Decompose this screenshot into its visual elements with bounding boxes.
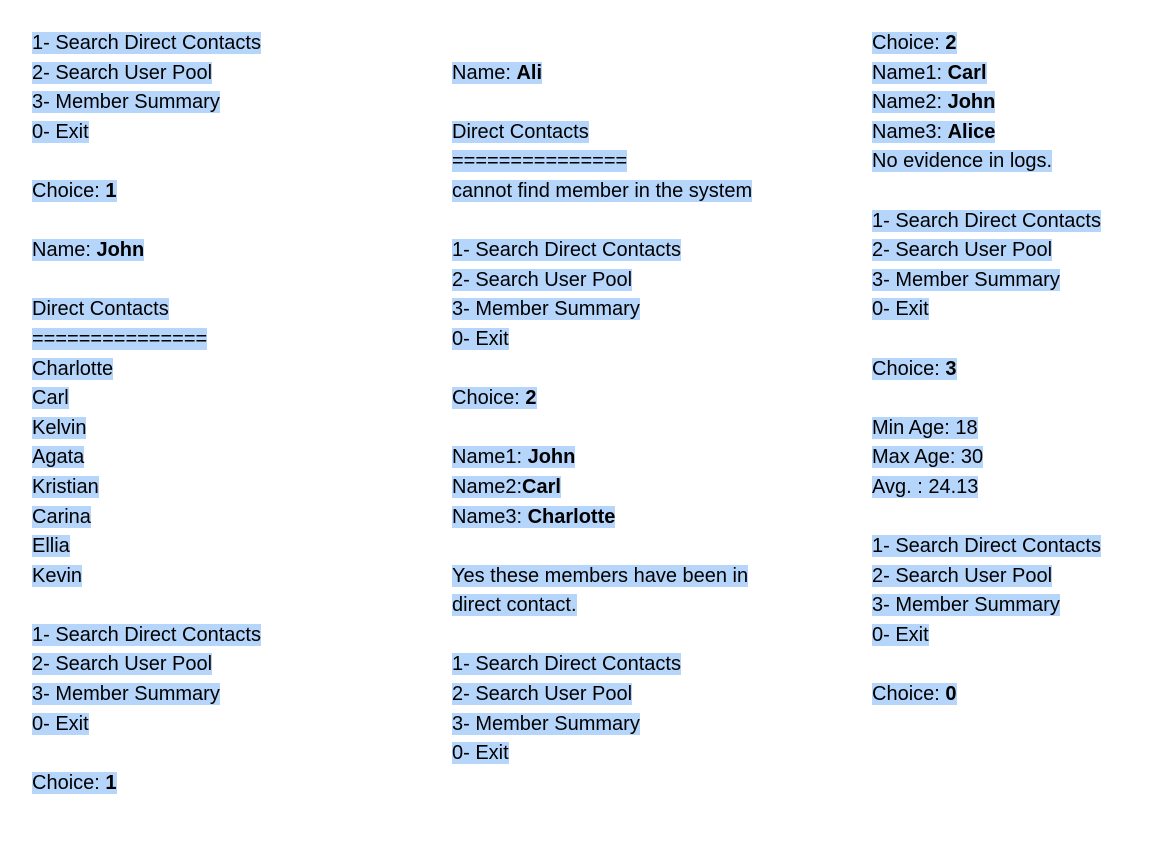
field-value: John	[527, 446, 576, 469]
text-line	[32, 384, 432, 414]
highlighted-text: 3- Member Summary	[32, 683, 220, 706]
column-left	[32, 29, 432, 798]
text-line	[452, 266, 852, 296]
highlighted-text: 3- Member Summary	[872, 268, 1060, 291]
text-line	[452, 443, 852, 473]
blank-line	[32, 147, 432, 177]
highlighted-text: Yes these members have been in	[452, 564, 749, 587]
highlighted-text: Agata	[32, 446, 85, 469]
highlighted-text	[872, 683, 957, 705]
field-value: 2	[945, 32, 957, 54]
text-line	[452, 650, 852, 680]
text-line	[32, 325, 432, 355]
highlighted-text	[452, 476, 561, 498]
text-line	[872, 236, 1152, 266]
text-line	[872, 473, 1152, 503]
text-line	[872, 562, 1152, 592]
text-line	[872, 680, 1152, 710]
highlighted-text: 3- Member Summary	[452, 298, 640, 321]
text-line	[452, 177, 852, 207]
highlighted-text: 1- Search Direct Contacts	[32, 623, 261, 646]
text-line	[872, 118, 1152, 148]
highlighted-text	[872, 358, 957, 380]
highlighted-text: Kevin	[32, 564, 83, 587]
highlighted-text: Kristian	[32, 475, 99, 498]
field-label: Choice:	[872, 32, 946, 54]
highlighted-text: Kelvin	[32, 416, 87, 439]
highlighted-text: 1- Search Direct Contacts	[452, 653, 681, 676]
highlighted-text	[32, 239, 144, 261]
highlighted-text: Avg. : 24.13	[872, 475, 979, 498]
field-label: Choice:	[872, 357, 946, 380]
blank-line	[452, 29, 852, 59]
text-line	[32, 710, 432, 740]
text-line	[872, 207, 1152, 237]
highlighted-text: 2- Search User Pool	[452, 268, 633, 291]
highlighted-text: Direct Contacts	[32, 298, 169, 321]
text-line	[872, 532, 1152, 562]
highlighted-text: 2- Search User Pool	[32, 653, 213, 676]
highlighted-text	[872, 62, 987, 84]
text-line	[452, 473, 852, 503]
text-line	[872, 88, 1152, 118]
field-label: Name1:	[452, 446, 528, 469]
blank-line	[32, 207, 432, 237]
text-line	[452, 503, 852, 533]
text-line	[872, 266, 1152, 296]
highlighted-text: cannot find member in the system	[452, 179, 753, 202]
text-line	[452, 118, 852, 148]
text-line	[32, 621, 432, 651]
text-line	[452, 147, 852, 177]
highlighted-text: Direct Contacts	[452, 120, 589, 143]
blank-line	[872, 177, 1152, 207]
highlighted-text	[452, 387, 537, 409]
text-line	[452, 710, 852, 740]
highlighted-text: 1- Search Direct Contacts	[872, 209, 1101, 232]
highlighted-text: No evidence in logs.	[872, 150, 1053, 173]
highlighted-text: 2- Search User Pool	[32, 61, 213, 84]
text-line	[32, 680, 432, 710]
field-label: Name1:	[872, 61, 948, 84]
blank-line	[452, 414, 852, 444]
text-line	[452, 59, 852, 89]
highlighted-text: Min Age: 18	[872, 416, 978, 439]
text-line	[32, 29, 432, 59]
highlighted-text	[872, 121, 995, 143]
text-line	[32, 473, 432, 503]
text-line	[872, 355, 1152, 385]
text-line	[32, 414, 432, 444]
field-label: Choice:	[872, 683, 946, 706]
text-line	[452, 236, 852, 266]
text-line	[452, 591, 852, 621]
highlighted-text: 3- Member Summary	[32, 91, 220, 114]
text-line	[872, 295, 1152, 325]
text-line	[32, 650, 432, 680]
text-line	[452, 295, 852, 325]
blank-line	[452, 355, 852, 385]
field-label: Name:	[32, 239, 97, 262]
field-value: Charlotte	[527, 505, 616, 528]
column-right	[872, 29, 1152, 710]
highlighted-text	[452, 62, 542, 84]
text-line	[32, 532, 432, 562]
field-label: Choice:	[452, 387, 526, 410]
text-line	[32, 88, 432, 118]
field-value: 1	[105, 179, 117, 202]
text-line	[32, 443, 432, 473]
highlighted-text: 2- Search User Pool	[452, 683, 633, 706]
field-value: Ali	[516, 61, 543, 84]
field-value: 3	[945, 357, 957, 380]
text-line	[32, 118, 432, 148]
text-line	[872, 443, 1152, 473]
text-line	[452, 680, 852, 710]
highlighted-text: 0- Exit	[872, 623, 929, 646]
field-value: Carl	[947, 61, 987, 84]
text-line	[452, 739, 852, 769]
highlighted-text: Max Age: 30	[872, 446, 984, 469]
highlighted-text: 0- Exit	[452, 742, 509, 765]
text-line	[872, 147, 1152, 177]
highlighted-text: 1- Search Direct Contacts	[452, 239, 681, 262]
field-label: Name2:	[452, 475, 523, 498]
highlighted-text: ===============	[32, 327, 208, 350]
blank-line	[452, 88, 852, 118]
highlighted-text: 2- Search User Pool	[872, 564, 1053, 587]
blank-line	[452, 207, 852, 237]
highlighted-text: ===============	[452, 150, 628, 173]
field-label: Name3:	[872, 120, 948, 143]
field-label: Choice:	[32, 771, 106, 794]
blank-line	[32, 739, 432, 769]
column-middle	[452, 29, 852, 769]
highlighted-text: Ellia	[32, 535, 70, 558]
blank-line	[452, 621, 852, 651]
blank-line	[32, 266, 432, 296]
text-line	[872, 59, 1152, 89]
highlighted-text: 1- Search Direct Contacts	[872, 535, 1101, 558]
highlighted-text: 0- Exit	[452, 327, 509, 350]
field-value: John	[947, 91, 996, 114]
highlighted-text: 0- Exit	[32, 120, 89, 143]
text-line	[32, 295, 432, 325]
text-line	[32, 355, 432, 385]
field-label: Name3:	[452, 505, 528, 528]
text-line	[872, 414, 1152, 444]
blank-line	[32, 591, 432, 621]
text-line	[32, 769, 432, 799]
field-value: John	[96, 239, 145, 262]
blank-line	[872, 650, 1152, 680]
text-line	[32, 59, 432, 89]
highlighted-text	[32, 772, 117, 794]
blank-line	[872, 384, 1152, 414]
text-line	[32, 562, 432, 592]
field-value: 2	[525, 387, 537, 410]
text-line	[32, 236, 432, 266]
text-line	[872, 29, 1152, 59]
highlighted-text	[872, 32, 957, 54]
field-value: Alice	[947, 120, 996, 143]
highlighted-text	[872, 91, 995, 113]
highlighted-text	[32, 180, 117, 202]
field-value: 0	[945, 683, 957, 706]
field-label: Choice:	[32, 179, 106, 202]
text-line	[452, 562, 852, 592]
field-value: 1	[105, 771, 117, 794]
text-line	[872, 591, 1152, 621]
highlighted-text	[452, 506, 615, 528]
highlighted-text: 2- Search User Pool	[872, 239, 1053, 262]
text-line	[872, 621, 1152, 651]
field-value: Carl	[522, 475, 561, 498]
highlighted-text: 3- Member Summary	[872, 594, 1060, 617]
text-line	[452, 325, 852, 355]
highlighted-text: Charlotte	[32, 357, 114, 380]
highlighted-text: 0- Exit	[32, 712, 89, 735]
text-line	[32, 177, 432, 207]
blank-line	[872, 325, 1152, 355]
highlighted-text: Carl	[32, 387, 69, 410]
highlighted-text: Carina	[32, 505, 91, 528]
highlighted-text: direct contact.	[452, 594, 577, 617]
blank-line	[452, 532, 852, 562]
highlighted-text: 3- Member Summary	[452, 712, 640, 735]
field-label: Name2:	[872, 91, 948, 114]
blank-line	[872, 503, 1152, 533]
text-line	[452, 384, 852, 414]
field-label: Name:	[452, 61, 517, 84]
text-line	[32, 503, 432, 533]
highlighted-text: 1- Search Direct Contacts	[32, 32, 261, 54]
highlighted-text: 0- Exit	[872, 298, 929, 321]
highlighted-text	[452, 446, 575, 468]
